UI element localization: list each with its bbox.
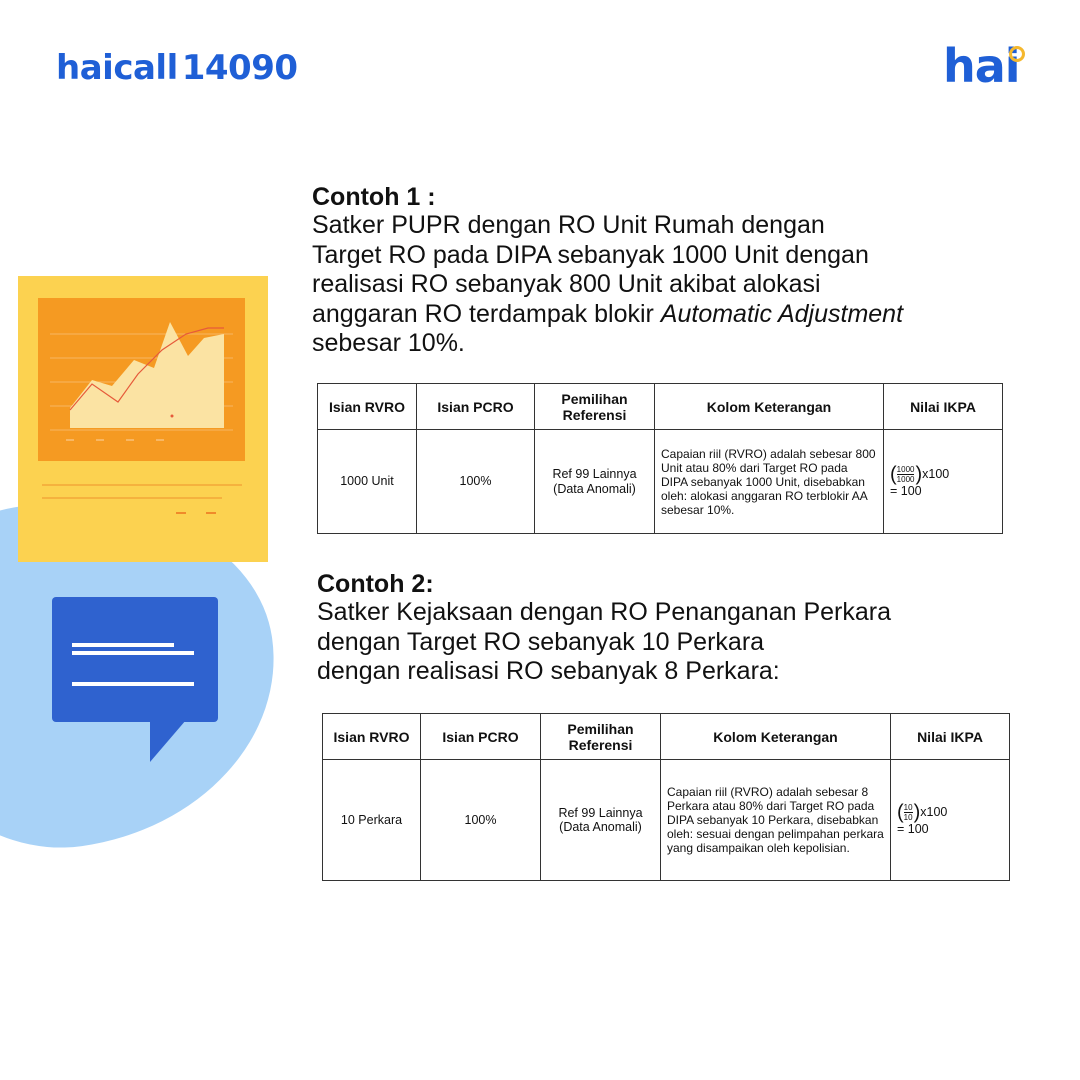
cell-pcro: 100% (421, 760, 541, 881)
table-header-row (318, 384, 1003, 430)
chat-bubble-tail (150, 720, 186, 762)
example2-table (322, 713, 1010, 881)
ikpa-result: = 100 (897, 822, 929, 837)
header-isian-pcro: Isian PCRO (417, 384, 535, 430)
header-isian-rvro: Isian RVRO (318, 384, 417, 430)
example2-line: Satker Kejaksaan dengan RO Penanganan Perkara (317, 598, 891, 626)
example1-description (312, 211, 1052, 359)
text-line (42, 497, 222, 499)
logo-number-text: 14090 (181, 48, 298, 88)
bubble-line (72, 682, 194, 686)
example2-line: dengan realisasi RO sebanyak 8 Perkara: (317, 657, 780, 685)
ikpa-formula: ( $\frac{1000}{1000}$ )x100 (890, 463, 950, 485)
cell-nilai-ikpa (891, 760, 1010, 881)
cell-referensi: Ref 99 Lainnya (Data Anomali) (535, 430, 655, 534)
header-isian-rvro: Isian RVRO (323, 714, 421, 760)
example1-line: sebesar 10%. (312, 329, 465, 357)
example1-title: Contoh 1 : (312, 183, 436, 211)
ikpa-fraction (897, 465, 915, 484)
example1-table (317, 383, 1003, 534)
cell-pcro: 100% (417, 430, 535, 534)
ikpa-multiplier: x100 (922, 466, 950, 481)
cell-keterangan: Capaian riil (RVRO) adalah sebesar 800 Unit atau 80% dari Target RO pada DIPA sebanyak 1000 Unit, disebabkan oleh: alokasi anggaran RO terblokir AA sebesar 10%. (655, 430, 884, 534)
report-document-illustration (18, 276, 268, 562)
logo-dot-icon (1009, 46, 1025, 62)
ikpa-formula: ( $\frac{10}{10}$ )x100 (897, 801, 948, 824)
text-line (176, 512, 186, 514)
bubble-line (72, 651, 194, 655)
text-line (206, 512, 216, 514)
example1-line-italic: Automatic Adjustment (660, 299, 904, 328)
header-pemilihan-referensi: Pemilihan Referensi (541, 714, 661, 760)
example1-line: Satker PUPR dengan RO Unit Rumah dengan (312, 211, 825, 239)
table-header-row (323, 714, 1010, 760)
table-row (318, 430, 1003, 534)
ikpa-fraction (904, 803, 913, 822)
area-chart-svg (38, 298, 245, 461)
example1-line: realisasi RO sebanyak 800 Unit akibat alokasi (312, 270, 821, 298)
ikpa-denominator: 1000 (896, 474, 915, 484)
header-isian-pcro: Isian PCRO (421, 714, 541, 760)
cell-referensi: Ref 99 Lainnya (Data Anomali) (541, 760, 661, 881)
haicall-14090-logo (56, 48, 298, 88)
ikpa-multiplier: x100 (920, 805, 948, 820)
example2-line: dengan Target RO sebanyak 10 Perkara (317, 627, 765, 656)
text-line (42, 484, 242, 486)
chat-bubble-icon (52, 597, 218, 722)
ikpa-numerator: 10 (903, 803, 913, 813)
logo-call-text: call (113, 48, 178, 88)
header-kolom-keterangan: Kolom Keterangan (661, 714, 891, 760)
header-kolom-keterangan: Kolom Keterangan (655, 384, 884, 430)
header-nilai-ikpa: Nilai IKPA (891, 714, 1010, 760)
header-nilai-ikpa: Nilai IKPA (884, 384, 1003, 430)
cell-rvro: 10 Perkara (323, 760, 421, 881)
hai-logo (943, 40, 1020, 92)
example2-title: Contoh 2: (317, 570, 434, 598)
logo-hai-text: hai (56, 48, 114, 88)
example1-line: Target RO pada DIPA sebanyak 1000 Unit dengan (312, 240, 869, 269)
example2-description (317, 598, 1057, 687)
table-row (323, 760, 1010, 881)
hai-logo-text: hai (943, 39, 1020, 93)
header-pemilihan-referensi: Pemilihan Referensi (535, 384, 655, 430)
example1-line (312, 300, 1052, 330)
example1-line-text: anggaran RO terdampak blokir (312, 299, 661, 328)
ikpa-numerator: 1000 (896, 464, 915, 474)
bubble-line (72, 643, 174, 647)
ikpa-result: = 100 (890, 483, 922, 498)
cell-rvro: 1000 Unit (318, 430, 417, 534)
area-chart-icon (38, 298, 245, 461)
cell-nilai-ikpa (884, 430, 1003, 534)
cell-keterangan: Capaian riil (RVRO) adalah sebesar 8 Perkara atau 80% dari Target RO pada DIPA sebanyak 10 Perkara, disebabkan oleh: sesuai dengan pelimpahan perkara yang disampaikan oleh kepolisian. (661, 760, 891, 881)
ikpa-denominator: 10 (903, 813, 913, 823)
